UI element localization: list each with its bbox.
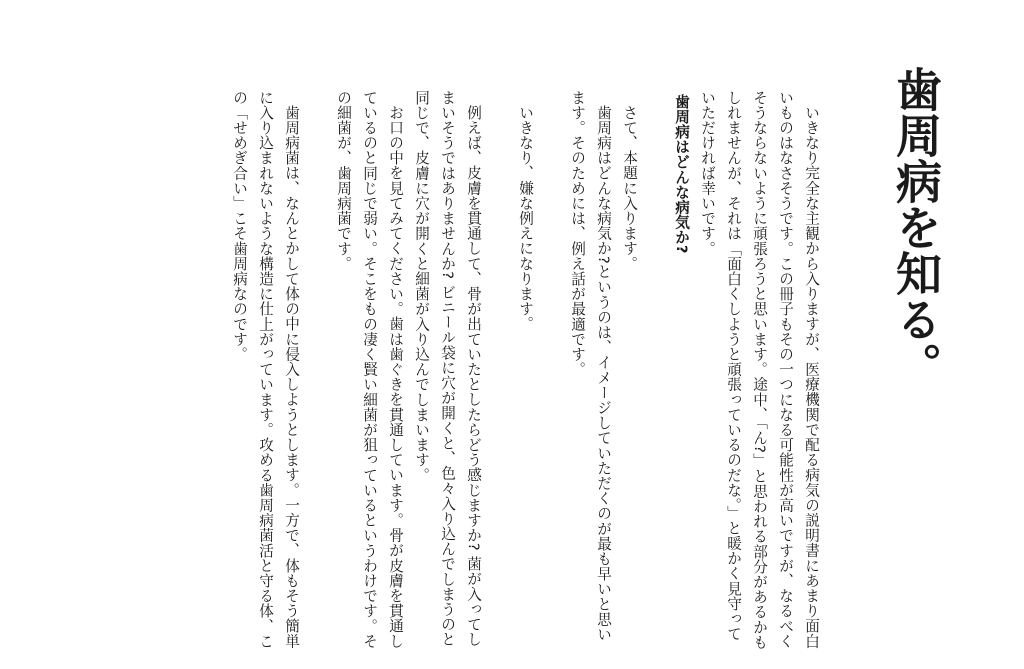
paragraph-4: 例えば、皮膚を貫通して、骨が出ていたとしたらどう感じますか? 菌が入ってしまいそうではありませんか? ビニール袋に穴が開くと、色々入り込んでしまうのと同じで、皮膚に穴が開くと細菌が入り込んでしまいます。 bbox=[413, 90, 482, 647]
body-text bbox=[94, 90, 824, 650]
page-title: 歯周病を知る。 bbox=[889, 66, 943, 388]
paragraph-6: 歯周病菌は、なんとかして体の中に侵入しようとします。一方で、体もそう簡単に入り込まれないような構造に仕上がっています。攻める歯周病菌活と守る体、この「せめぎ合い」こそ歯周病なのです。 bbox=[231, 90, 300, 649]
paragraph-1: さて、本題に入ります。 bbox=[621, 104, 638, 271]
paragraph-2: 歯周病はどんな病気か?というのは、イメージしていただくのが最も早いと思います。そのためには、例え話が最適です。 bbox=[569, 90, 612, 642]
paragraph-3: いきなり、嫌な例えになります。 bbox=[517, 104, 534, 332]
section-heading: 歯周病はどんな病気か? bbox=[673, 94, 690, 254]
paragraph-5: お口の中を見てみてください。歯は歯ぐきを貫通しています。骨が皮膚を貫通しているのと同じで弱い。そこをもの凄く賢い細菌が狙っているというわけです。その細菌が、歯周病菌です。 bbox=[335, 90, 404, 649]
intro-paragraph: いきなり完全な主観から入りますが、医療機関で配る病気の説明書にあまり面白いものはなさそうです。この冊子もその一つになる可能性が高いですが、なるべくそうならないように頑張ろうと思います。途中、「ん?」と思われる部分があるかもしれませんが、それは「面白くしようと頑張っているのだな。」と暖かく見守っていただければ幸いです。 bbox=[699, 90, 820, 650]
